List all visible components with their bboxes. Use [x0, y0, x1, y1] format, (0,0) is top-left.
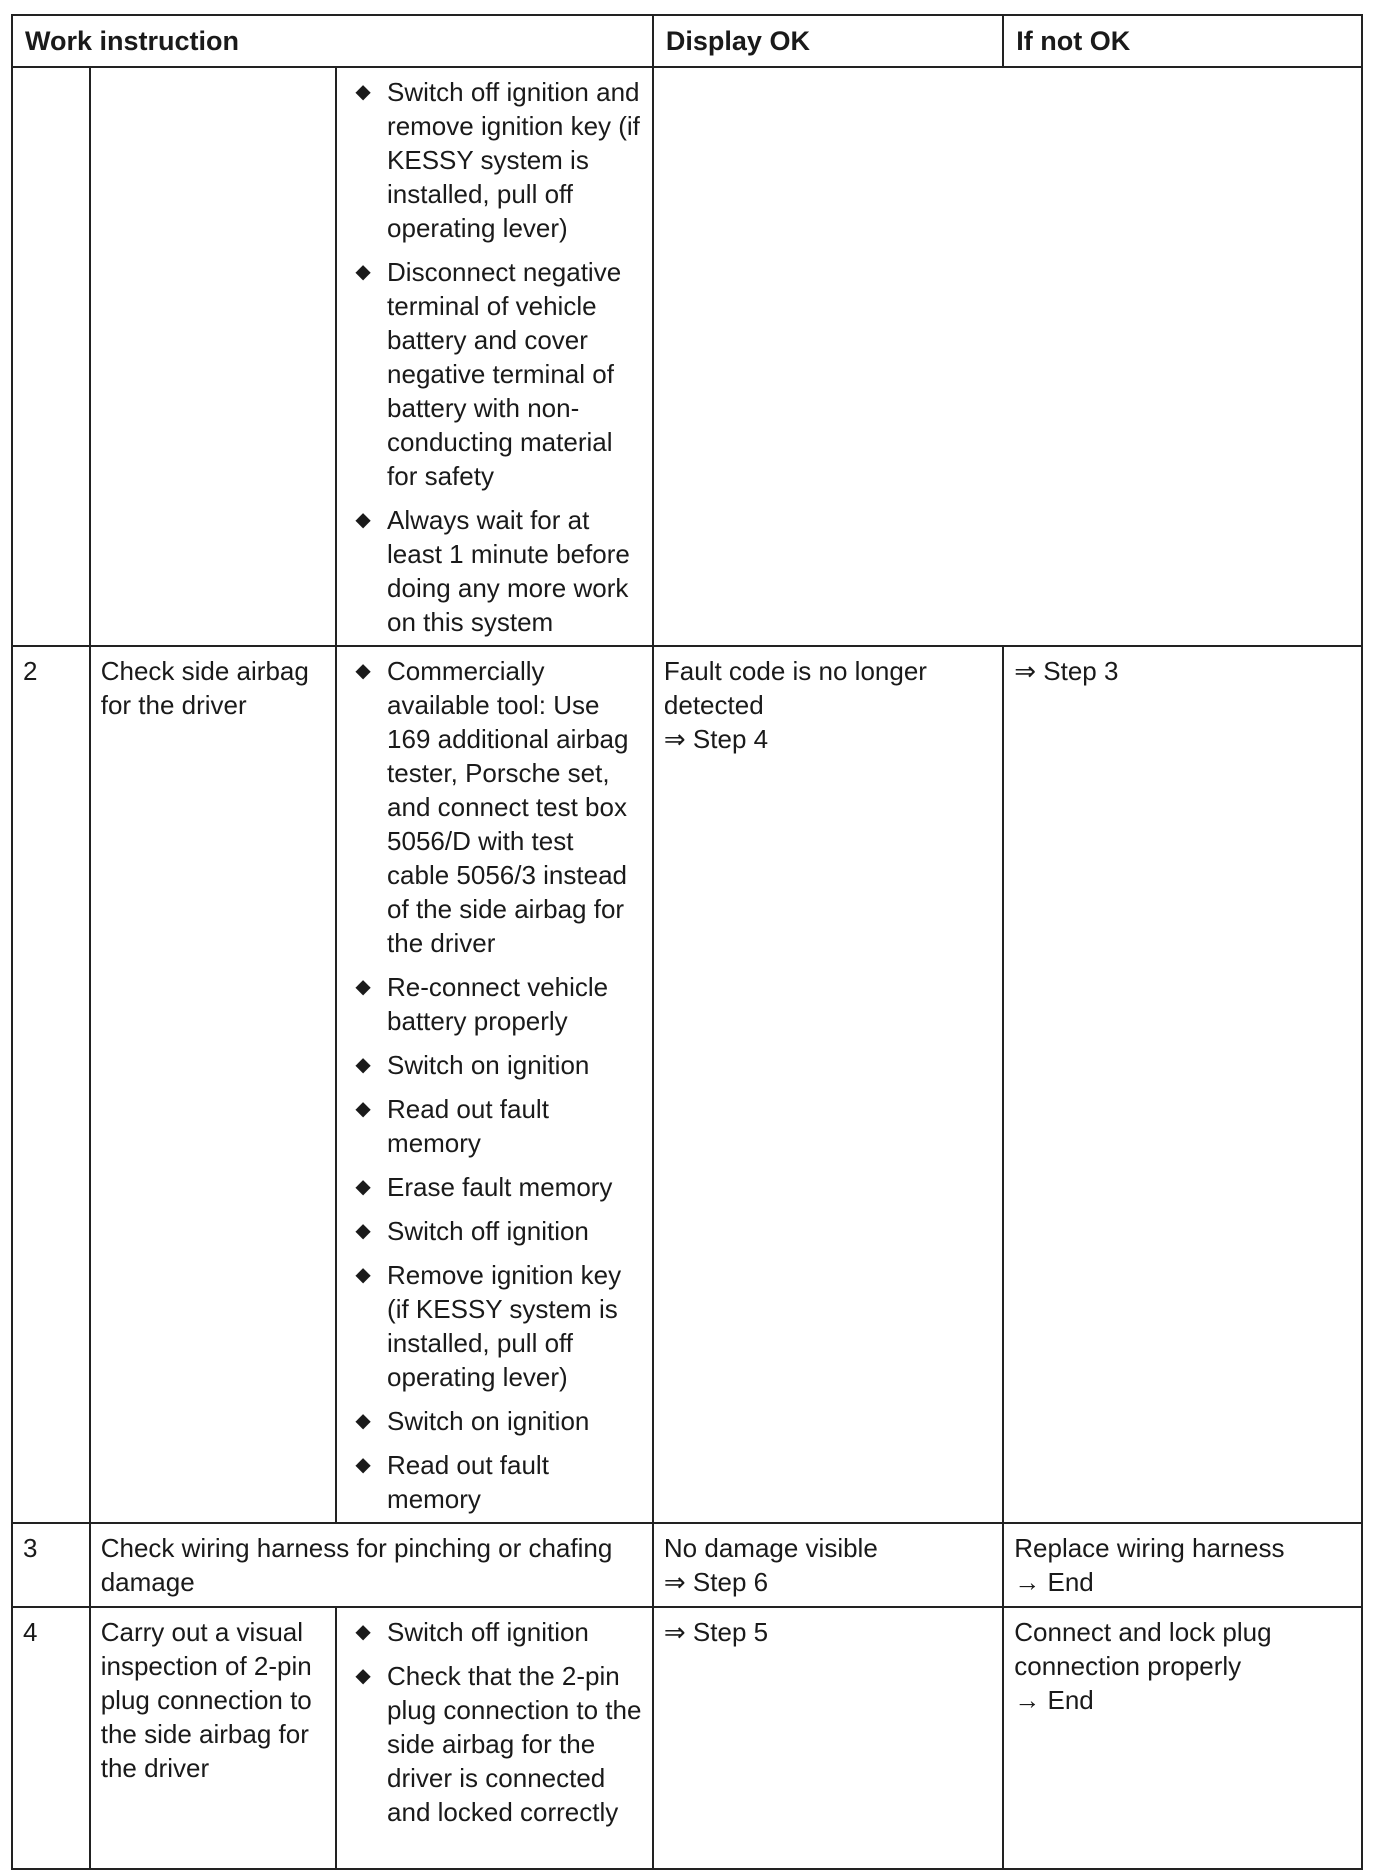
bullet-icon: ◆	[355, 1621, 371, 1643]
action-text: Commercially available tool: Use 169 additional airbag tester, Porsche set, and connect test box 5056/D with test cable 5056/3 instead of the side airbag for the driver	[387, 656, 629, 958]
action-text: Always wait for at least 1 minute before doing any more work on this system	[387, 505, 630, 637]
bullet-icon: ◆	[355, 261, 371, 283]
bullet-icon: ◆	[355, 1176, 371, 1198]
bullet-icon: ◆	[355, 1454, 371, 1476]
step-if-not-ok	[1003, 1523, 1362, 1607]
list-item	[347, 1615, 642, 1649]
list-item	[347, 1170, 642, 1204]
step-actions	[336, 67, 653, 646]
action-text: Re-connect vehicle battery properly	[387, 972, 609, 1036]
action-text: Switch on ignition	[387, 1050, 590, 1080]
action-text: Switch on ignition	[387, 1406, 590, 1436]
step-display-ok	[653, 1607, 1003, 1869]
step-link: ⇒ Step 4	[663, 724, 769, 754]
list-item	[347, 1258, 642, 1394]
step-link: → End	[1014, 1685, 1094, 1715]
bullet-icon: ◆	[355, 1098, 371, 1120]
header-work-instruction: Work instruction	[12, 15, 653, 67]
list-item	[347, 654, 642, 960]
header-row	[12, 15, 1362, 67]
step-result-empty	[653, 67, 1362, 646]
table-row	[12, 1607, 1362, 1869]
step-title: Check side airbag for the driver	[90, 646, 336, 1523]
bullet-icon: ◆	[355, 1054, 371, 1076]
bullet-icon: ◆	[355, 1220, 371, 1242]
action-text: Read out fault memory	[387, 1450, 549, 1514]
list-item	[347, 970, 642, 1038]
step-title: Carry out a visual inspection of 2-pin plug connection to the side airbag for the driver	[90, 1607, 336, 1869]
step-number: 4	[12, 1607, 90, 1869]
table-row	[12, 646, 1362, 1523]
action-text: Switch off ignition and remove ignition key (if KESSY system is installed, pull off operating lever)	[387, 77, 640, 243]
action-text: Switch off ignition	[387, 1617, 589, 1647]
bullet-icon: ◆	[355, 660, 371, 682]
action-text: Check that the 2-pin plug connection to the side airbag for the driver is connected and locked correctly	[387, 1661, 642, 1827]
step-title: Check wiring harness for pinching or chafing damage	[90, 1523, 653, 1607]
list-item	[347, 503, 642, 639]
header-if-not-ok: If not OK	[1003, 15, 1362, 67]
action-list	[347, 1615, 642, 1829]
step-title	[90, 67, 336, 646]
result-text: Fault code is no longer detected	[663, 656, 927, 720]
step-link: ⇒ Step 3	[1014, 656, 1119, 686]
step-link: ⇒ Step 6	[663, 1567, 769, 1597]
bullet-icon: ◆	[355, 1264, 371, 1286]
step-number: 2	[12, 646, 90, 1523]
bullet-icon: ◆	[355, 976, 371, 998]
bullet-icon: ◆	[355, 1410, 371, 1432]
bullet-icon: ◆	[355, 509, 371, 531]
list-item	[347, 1659, 642, 1829]
list-item	[347, 255, 642, 493]
action-text: Disconnect negative terminal of vehicle battery and cover negative terminal of battery with non-conducting material for safety	[387, 257, 622, 491]
action-list	[347, 654, 642, 1516]
bullet-icon: ◆	[355, 1665, 371, 1687]
action-list	[347, 75, 642, 639]
table-row	[12, 67, 1362, 646]
list-item	[347, 1214, 642, 1248]
list-item	[347, 1448, 642, 1516]
step-actions	[336, 646, 653, 1523]
step-number: 3	[12, 1523, 90, 1607]
action-text: Remove ignition key (if KESSY system is installed, pull off operating lever)	[387, 1260, 622, 1392]
step-number	[12, 67, 90, 646]
step-display-ok	[653, 646, 1003, 1523]
list-item	[347, 1092, 642, 1160]
step-link: → End	[1014, 1567, 1094, 1597]
bullet-icon: ◆	[355, 81, 371, 103]
action-text: Erase fault memory	[387, 1172, 613, 1202]
result-text: No damage visible	[663, 1533, 878, 1563]
result-text: Replace wiring harness	[1014, 1533, 1285, 1563]
list-item	[347, 75, 642, 245]
work-instruction-table	[11, 14, 1363, 1870]
header-display-ok: Display OK	[653, 15, 1003, 67]
result-text: Connect and lock plug connection properly	[1014, 1617, 1272, 1681]
step-if-not-ok	[1003, 1607, 1362, 1869]
action-text: Switch off ignition	[387, 1216, 589, 1246]
list-item	[347, 1404, 642, 1438]
step-actions	[336, 1607, 653, 1869]
action-text: Read out fault memory	[387, 1094, 549, 1158]
list-item	[347, 1048, 642, 1082]
step-if-not-ok	[1003, 646, 1362, 1523]
table-row	[12, 1523, 1362, 1607]
step-link: ⇒ Step 5	[663, 1617, 769, 1647]
step-display-ok	[653, 1523, 1003, 1607]
